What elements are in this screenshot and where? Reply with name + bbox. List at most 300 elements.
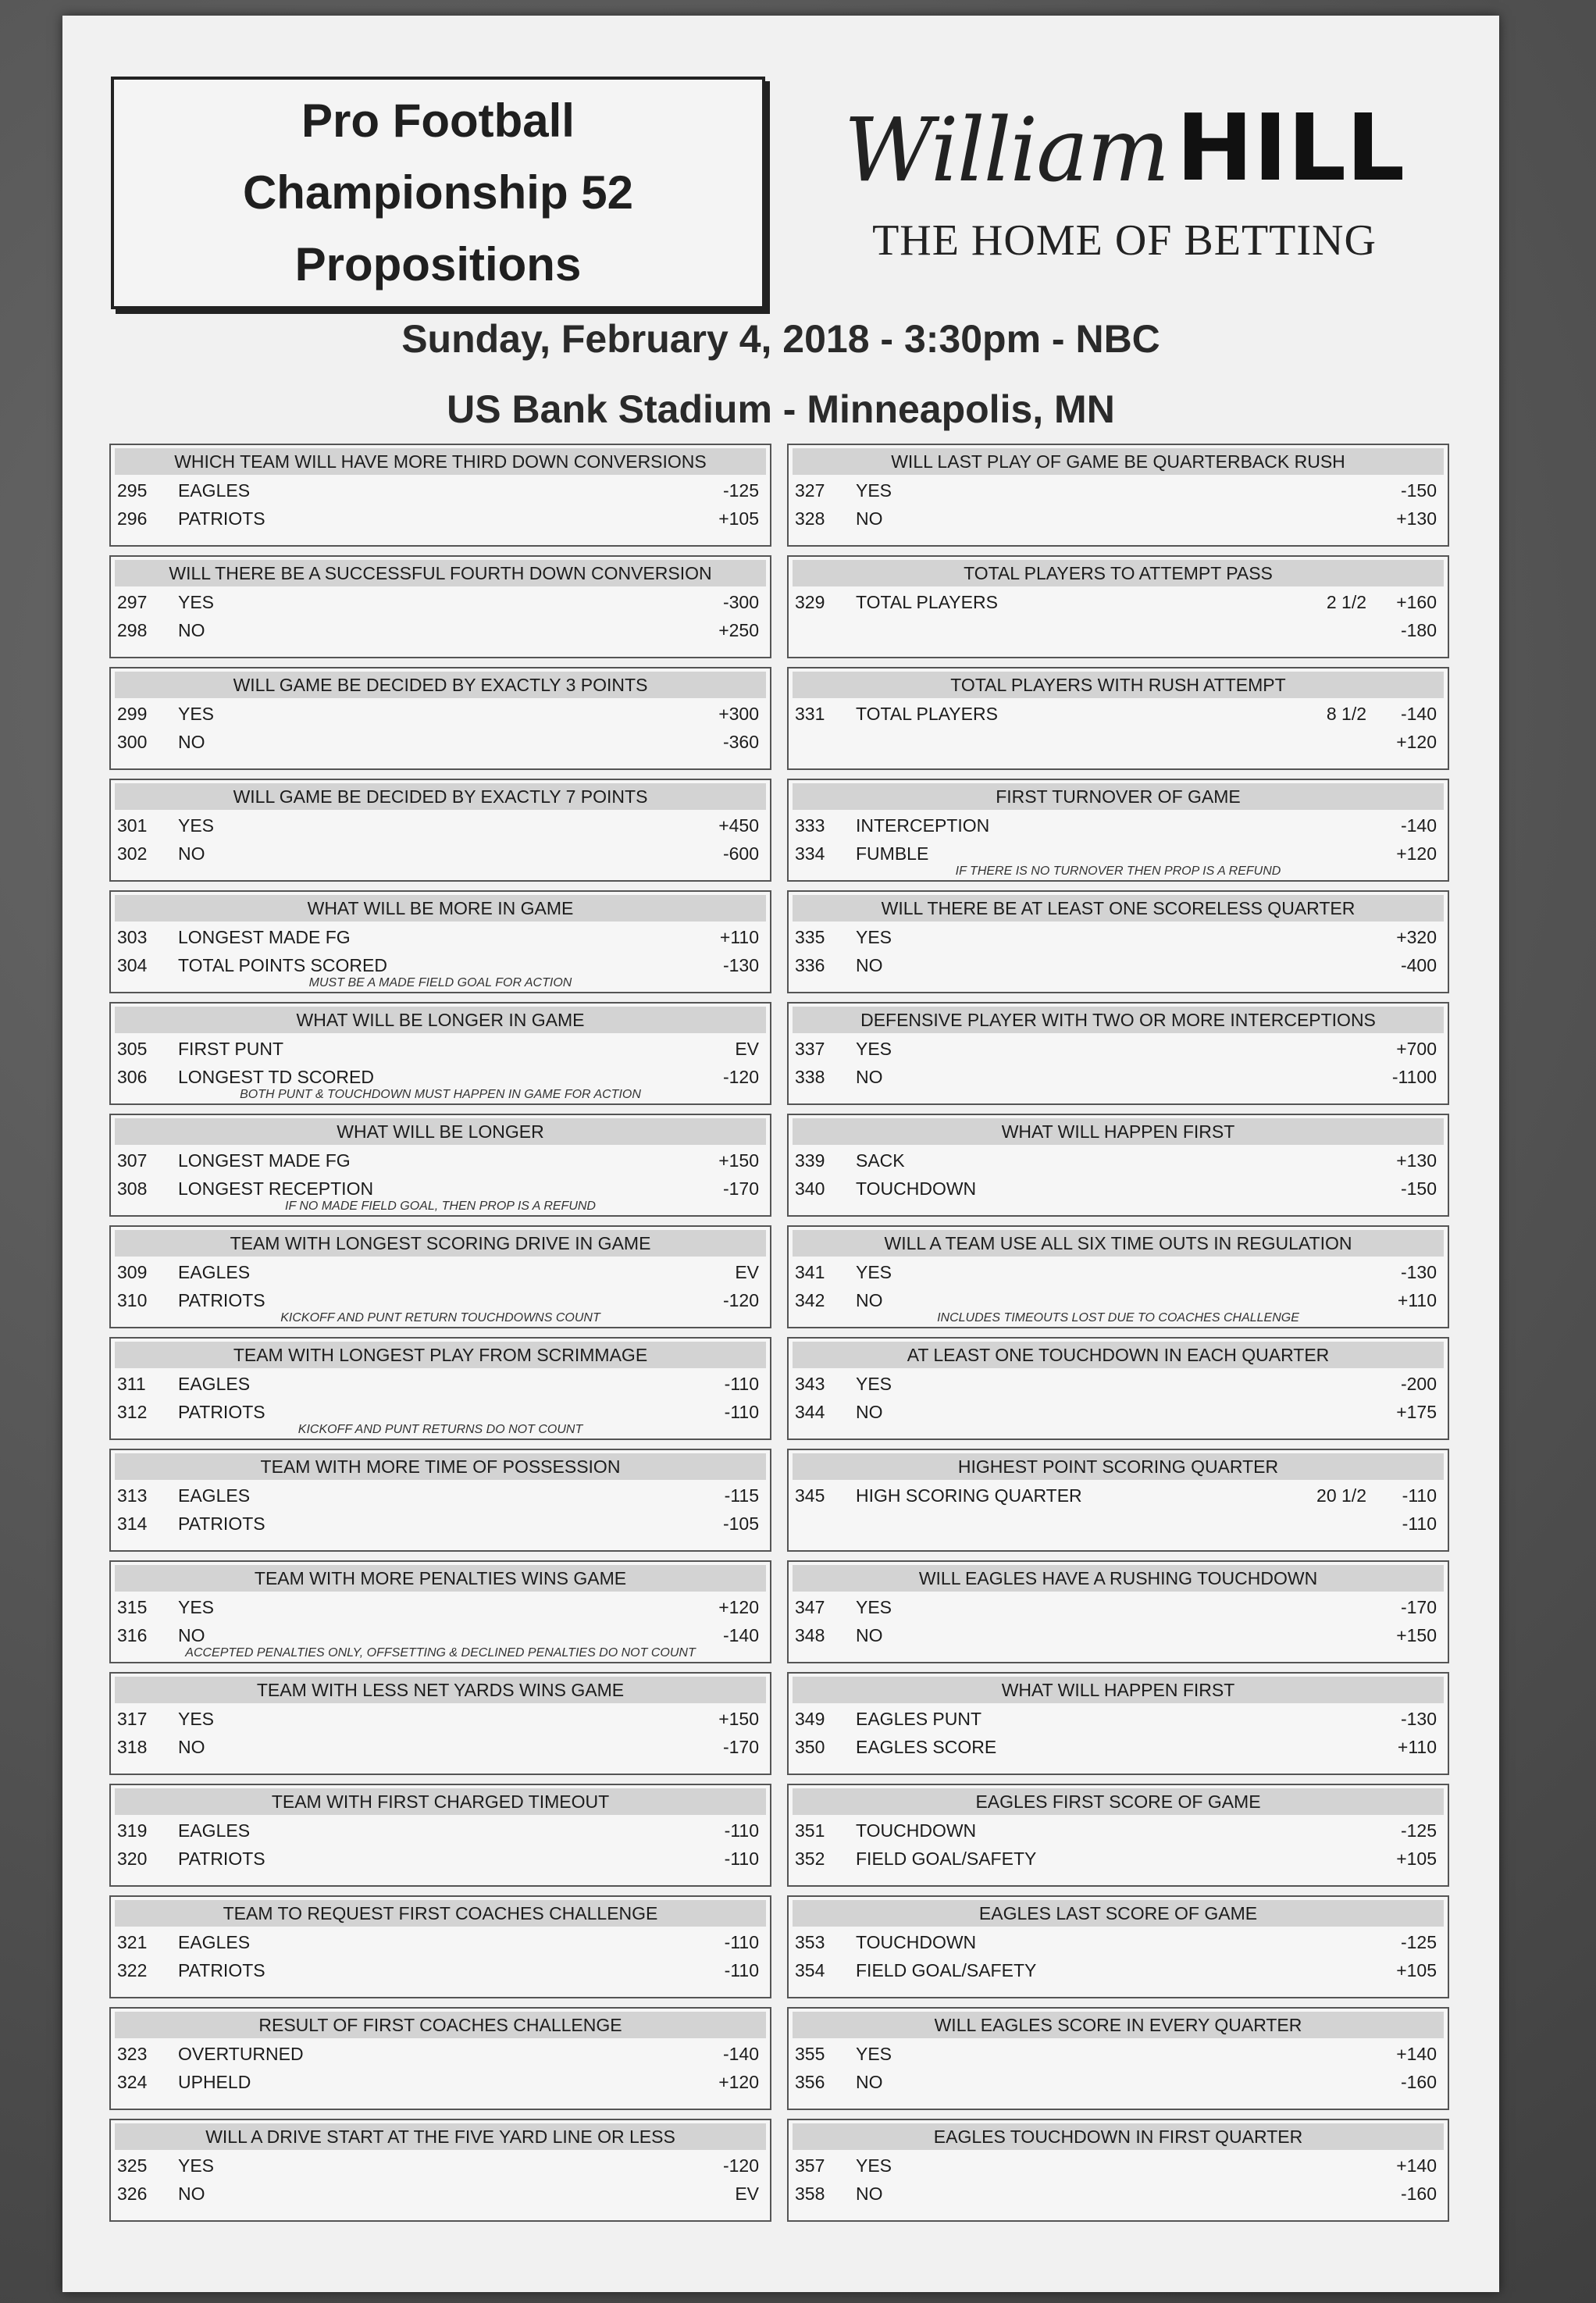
odds-value: -200 — [1400, 1374, 1437, 1394]
odds-value: +110 — [1397, 1290, 1437, 1310]
option-label: TOUCHDOWN — [856, 1178, 977, 1199]
odds-value: -120 — [722, 1290, 759, 1310]
option-label: EAGLES — [178, 1932, 251, 1952]
option-label: YES — [178, 2155, 215, 2176]
odds-value: -105 — [722, 1513, 759, 1534]
prop-title: TEAM WITH LESS NET YARDS WINS GAME — [115, 1677, 766, 1703]
rotation-number: 318 — [117, 1737, 148, 1757]
rotation-number: 352 — [795, 1848, 825, 1869]
prop-row — [117, 506, 759, 531]
prop-title: TEAM WITH LONGEST PLAY FROM SCRIMMAGE — [115, 1342, 766, 1368]
prop-row — [117, 2181, 759, 2206]
rotation-number: 345 — [795, 1485, 825, 1506]
prop-row — [795, 1623, 1437, 1648]
prop-title: WILL LAST PLAY OF GAME BE QUARTERBACK RUSH — [793, 448, 1444, 475]
rotation-number: 314 — [117, 1513, 148, 1534]
prop-row — [795, 1734, 1437, 1759]
odds-value: -110 — [724, 1848, 759, 1869]
prop-row — [117, 1399, 759, 1424]
prop-row — [117, 1930, 759, 1955]
prop-row — [117, 701, 759, 726]
odds-value: -130 — [1400, 1709, 1437, 1729]
prop-row — [117, 1148, 759, 1173]
prop-row — [795, 1371, 1437, 1396]
prop-row — [795, 1706, 1437, 1731]
rotation-number: 337 — [795, 1039, 825, 1059]
rotation-number: 297 — [117, 592, 148, 612]
prop-title: WHAT WILL BE LONGER — [115, 1118, 766, 1145]
option-label: INTERCEPTION — [856, 815, 990, 836]
rotation-number: 295 — [117, 480, 148, 501]
prop-title: TEAM WITH MORE TIME OF POSSESSION — [115, 1453, 766, 1480]
option-label: FIRST PUNT — [178, 1039, 284, 1059]
prop-row — [117, 1511, 759, 1536]
option-label: PATRIOTS — [178, 1960, 265, 1980]
prop-box — [787, 667, 1449, 770]
odds-value: -170 — [1400, 1597, 1437, 1617]
rotation-number: 296 — [117, 508, 148, 529]
option-label: NO — [178, 843, 205, 864]
prop-box — [787, 444, 1449, 547]
prop-row — [795, 1260, 1437, 1285]
rotation-number: 327 — [795, 480, 825, 501]
prop-row — [117, 1036, 759, 1061]
option-label: NO — [178, 2184, 205, 2204]
option-label: EAGLES SCORE — [856, 1737, 997, 1757]
prop-row — [117, 2069, 759, 2094]
prop-row — [795, 729, 1437, 754]
option-label: YES — [178, 704, 215, 724]
odds-value: -180 — [1400, 620, 1437, 640]
prop-title: WHICH TEAM WILL HAVE MORE THIRD DOWN CONVERSIONS — [115, 448, 766, 475]
odds-value: +150 — [718, 1709, 759, 1729]
prop-title: FIRST TURNOVER OF GAME — [793, 783, 1444, 810]
option-label: EAGLES — [178, 1820, 251, 1841]
rotation-number: 328 — [795, 508, 825, 529]
prop-box — [787, 1114, 1449, 1217]
prop-box — [787, 2119, 1449, 2222]
option-label: FIELD GOAL/SAFETY — [856, 1848, 1037, 1869]
total-line: 8 1/2 — [1326, 704, 1366, 724]
prop-row — [117, 2153, 759, 2178]
prop-note: KICKOFF AND PUNT RETURNS DO NOT COUNT — [297, 1423, 583, 1436]
prop-row — [117, 1483, 759, 1508]
venue-line: US Bank Stadium - Minneapolis, MN — [447, 387, 1115, 431]
rotation-number: 308 — [117, 1178, 148, 1199]
option-label: YES — [856, 927, 892, 947]
rotation-number: 310 — [117, 1290, 148, 1310]
prop-row — [795, 701, 1437, 726]
william-hill-logo — [843, 94, 1405, 305]
prop-row — [795, 1288, 1437, 1313]
rotation-number: 304 — [117, 955, 148, 975]
prop-row — [795, 590, 1437, 615]
rotation-number: 317 — [117, 1709, 148, 1729]
option-label: TOTAL PLAYERS — [856, 704, 998, 724]
prop-row — [795, 925, 1437, 950]
prop-box — [787, 1672, 1449, 1775]
rotation-number: 354 — [795, 1960, 825, 1980]
prop-title: TEAM WITH MORE PENALTIES WINS GAME — [115, 1565, 766, 1592]
prop-title: WHAT WILL BE MORE IN GAME — [115, 895, 766, 922]
odds-value: EV — [735, 2184, 759, 2204]
rotation-number: 301 — [117, 815, 148, 836]
prop-title: EAGLES TOUCHDOWN IN FIRST QUARTER — [793, 2123, 1444, 2150]
option-label: NO — [178, 1625, 205, 1645]
option-label: YES — [856, 480, 892, 501]
option-label: EAGLES — [178, 1485, 251, 1506]
rotation-number: 313 — [117, 1485, 148, 1506]
rotation-number: 316 — [117, 1625, 148, 1645]
prop-title: WILL A TEAM USE ALL SIX TIME OUTS IN REGULATION — [793, 1230, 1444, 1257]
prop-row — [795, 1036, 1437, 1061]
rotation-number: 323 — [117, 2044, 148, 2064]
prop-title: WILL THERE BE AT LEAST ONE SCORELESS QUARTER — [793, 895, 1444, 922]
prop-title: WILL THERE BE A SUCCESSFUL FOURTH DOWN CONVERSION — [115, 560, 766, 586]
prop-box — [109, 1002, 771, 1105]
title-line: Pro Football — [301, 94, 575, 147]
rotation-number: 325 — [117, 2155, 148, 2176]
prop-row — [117, 1595, 759, 1620]
odds-value: +140 — [1396, 2044, 1437, 2064]
odds-value: +150 — [718, 1150, 759, 1171]
odds-value: -130 — [1400, 1262, 1437, 1282]
prop-row — [795, 1958, 1437, 1983]
rotation-number: 341 — [795, 1262, 825, 1282]
prop-box — [109, 2119, 771, 2222]
option-label: PATRIOTS — [178, 1402, 265, 1422]
title-line: Propositions — [294, 238, 582, 291]
prop-box — [787, 890, 1449, 993]
prop-box — [787, 1337, 1449, 1440]
prop-box — [787, 2007, 1449, 2110]
prop-box — [787, 1449, 1449, 1552]
odds-value: -125 — [1400, 1932, 1437, 1952]
rotation-number: 306 — [117, 1067, 148, 1087]
option-label: SACK — [856, 1150, 905, 1171]
prop-row — [795, 1148, 1437, 1173]
option-label: OVERTURNED — [178, 2044, 304, 2064]
prop-box — [109, 1895, 771, 1998]
prop-sheet — [62, 16, 1499, 2292]
rotation-number: 358 — [795, 2184, 825, 2204]
odds-value: +110 — [719, 927, 759, 947]
prop-note: MUST BE A MADE FIELD GOAL FOR ACTION — [308, 976, 572, 989]
option-label: EAGLES PUNT — [856, 1709, 982, 1729]
option-label: UPHELD — [178, 2072, 251, 2092]
prop-row — [117, 1958, 759, 1983]
prop-row — [795, 813, 1437, 838]
prop-row — [795, 1511, 1437, 1536]
option-label: NO — [856, 1290, 883, 1310]
prop-title: TEAM WITH LONGEST SCORING DRIVE IN GAME — [115, 1230, 766, 1257]
prop-row — [117, 1176, 759, 1201]
option-label: EAGLES — [178, 480, 251, 501]
prop-title: TEAM TO REQUEST FIRST COACHES CHALLENGE — [115, 1900, 766, 1927]
rotation-number: 309 — [117, 1262, 148, 1282]
odds-value: EV — [735, 1262, 759, 1282]
rotation-number: 300 — [117, 732, 148, 752]
rotation-number: 333 — [795, 815, 825, 836]
total-line: 20 1/2 — [1316, 1485, 1366, 1506]
prop-row — [795, 953, 1437, 978]
prop-box — [109, 890, 771, 993]
odds-value: -400 — [1400, 955, 1437, 975]
prop-row — [117, 590, 759, 615]
prop-box — [109, 1114, 771, 1217]
prop-title: WHAT WILL BE LONGER IN GAME — [115, 1007, 766, 1033]
rotation-number: 324 — [117, 2072, 148, 2092]
odds-value: +110 — [1397, 1737, 1437, 1757]
option-label: NO — [856, 1625, 883, 1645]
rotation-number: 302 — [117, 843, 148, 864]
option-label: EAGLES — [178, 1262, 251, 1282]
prop-title: WILL GAME BE DECIDED BY EXACTLY 7 POINTS — [115, 783, 766, 810]
odds-value: -120 — [722, 1067, 759, 1087]
prop-note: BOTH PUNT & TOUCHDOWN MUST HAPPEN IN GAME FOR ACTION — [240, 1088, 641, 1101]
prop-title: TOTAL PLAYERS WITH RUSH ATTEMPT — [793, 672, 1444, 698]
rotation-number: 329 — [795, 592, 825, 612]
rotation-number: 312 — [117, 1402, 148, 1422]
option-label: NO — [856, 1067, 883, 1087]
option-label: PATRIOTS — [178, 1513, 265, 1534]
odds-value: -140 — [1400, 815, 1437, 836]
option-label: YES — [856, 1262, 892, 1282]
prop-row — [795, 1399, 1437, 1424]
rotation-number: 298 — [117, 620, 148, 640]
odds-value: -110 — [1402, 1485, 1437, 1506]
prop-title: EAGLES FIRST SCORE OF GAME — [793, 1788, 1444, 1815]
date-line: Sunday, February 4, 2018 - 3:30pm - NBC — [401, 317, 1160, 361]
odds-value: -600 — [722, 843, 759, 864]
sheet-header — [62, 16, 1499, 453]
prop-row — [117, 618, 759, 643]
rotation-number: 299 — [117, 704, 148, 724]
prop-row — [795, 1064, 1437, 1089]
prop-row — [795, 1930, 1437, 1955]
option-label: EAGLES — [178, 1374, 251, 1394]
prop-box — [109, 1784, 771, 1887]
rotation-number: 315 — [117, 1597, 148, 1617]
rotation-number: 307 — [117, 1150, 148, 1171]
rotation-number: 357 — [795, 2155, 825, 2176]
odds-value: +130 — [1396, 1150, 1437, 1171]
rotation-number: 355 — [795, 2044, 825, 2064]
prop-box — [109, 2007, 771, 2110]
odds-value: -110 — [724, 1932, 759, 1952]
prop-row — [795, 506, 1437, 531]
rotation-number: 321 — [117, 1932, 148, 1952]
odds-value: -110 — [724, 1402, 759, 1422]
option-label: NO — [856, 2184, 883, 2204]
option-label: YES — [178, 592, 215, 612]
odds-value: -110 — [1402, 1513, 1437, 1534]
rotation-number: 344 — [795, 1402, 825, 1422]
prop-note: ACCEPTED PENALTIES ONLY, OFFSETTING & DECLINED PENALTIES DO NOT COUNT — [185, 1646, 696, 1660]
prop-row — [117, 1818, 759, 1843]
rotation-number: 322 — [117, 1960, 148, 1980]
odds-value: +450 — [718, 815, 759, 836]
prop-row — [117, 2041, 759, 2066]
prop-row — [117, 953, 759, 978]
prop-row — [795, 1483, 1437, 1508]
prop-row — [117, 1734, 759, 1759]
odds-value: EV — [735, 1039, 759, 1059]
odds-value: +120 — [1396, 843, 1437, 864]
prop-row — [117, 729, 759, 754]
prop-row — [117, 1064, 759, 1089]
option-label: YES — [178, 815, 215, 836]
odds-value: -170 — [722, 1178, 759, 1199]
odds-value: +120 — [718, 1597, 759, 1617]
prop-box — [109, 1560, 771, 1663]
option-label: NO — [856, 955, 883, 975]
odds-value: +700 — [1396, 1039, 1437, 1059]
rotation-number: 336 — [795, 955, 825, 975]
option-label: YES — [856, 2044, 892, 2064]
odds-value: +120 — [718, 2072, 759, 2092]
odds-value: -140 — [722, 1625, 759, 1645]
rotation-number: 311 — [117, 1374, 146, 1394]
title-line: Championship 52 — [242, 166, 634, 219]
prop-box — [109, 1337, 771, 1440]
prop-title: WILL EAGLES SCORE IN EVERY QUARTER — [793, 2012, 1444, 2038]
option-label: NO — [178, 620, 205, 640]
prop-row — [795, 2069, 1437, 2094]
rotation-number: 351 — [795, 1820, 825, 1841]
odds-value: -150 — [1400, 480, 1437, 501]
prop-box — [787, 1002, 1449, 1105]
odds-value: +105 — [1396, 1848, 1437, 1869]
option-label: LONGEST TD SCORED — [178, 1067, 374, 1087]
rotation-number: 342 — [795, 1290, 825, 1310]
odds-value: -160 — [1400, 2184, 1437, 2204]
prop-title: HIGHEST POINT SCORING QUARTER — [793, 1453, 1444, 1480]
odds-value: +150 — [1396, 1625, 1437, 1645]
rotation-number: 343 — [795, 1374, 825, 1394]
prop-row — [795, 478, 1437, 503]
option-label: LONGEST RECEPTION — [178, 1178, 374, 1199]
odds-value: +105 — [1396, 1960, 1437, 1980]
prop-row — [117, 1371, 759, 1396]
prop-box — [787, 1784, 1449, 1887]
prop-box — [787, 555, 1449, 658]
rotation-number: 353 — [795, 1932, 825, 1952]
odds-value: +140 — [1396, 2155, 1437, 2176]
option-label: YES — [856, 1374, 892, 1394]
prop-row — [117, 813, 759, 838]
prop-title: WHAT WILL HAPPEN FIRST — [793, 1677, 1444, 1703]
option-label: PATRIOTS — [178, 508, 265, 529]
left-column — [109, 444, 771, 2230]
odds-value: +300 — [718, 704, 759, 724]
odds-value: +130 — [1396, 508, 1437, 529]
option-label: NO — [856, 508, 883, 529]
prop-row — [117, 1706, 759, 1731]
rotation-number: 331 — [795, 704, 825, 724]
option-label: YES — [856, 1597, 892, 1617]
prop-title: AT LEAST ONE TOUCHDOWN IN EACH QUARTER — [793, 1342, 1444, 1368]
prop-title: WILL A DRIVE START AT THE FIVE YARD LINE OR LESS — [115, 2123, 766, 2150]
prop-row — [795, 2153, 1437, 2178]
option-label: NO — [856, 1402, 883, 1422]
odds-value: -115 — [724, 1485, 759, 1506]
option-label: YES — [856, 2155, 892, 2176]
odds-value: -125 — [722, 480, 759, 501]
odds-value: -150 — [1400, 1178, 1437, 1199]
option-label: YES — [178, 1709, 215, 1729]
option-label: LONGEST MADE FG — [178, 1150, 351, 1171]
prop-title: TEAM WITH FIRST CHARGED TIMEOUT — [115, 1788, 766, 1815]
odds-value: -120 — [722, 2155, 759, 2176]
option-label: YES — [856, 1039, 892, 1059]
odds-value: +250 — [718, 620, 759, 640]
odds-value: +105 — [718, 508, 759, 529]
odds-value: -160 — [1400, 2072, 1437, 2092]
logo-tagline: THE HOME OF BETTING — [872, 216, 1377, 265]
rotation-number: 303 — [117, 927, 148, 947]
odds-value: -140 — [1400, 704, 1437, 724]
prop-row — [795, 2181, 1437, 2206]
prop-note: IF THERE IS NO TURNOVER THEN PROP IS A REFUND — [955, 865, 1281, 878]
prop-note: KICKOFF AND PUNT RETURN TOUCHDOWNS COUNT — [280, 1311, 600, 1324]
option-label: NO — [856, 2072, 883, 2092]
rotation-number: 320 — [117, 1848, 148, 1869]
option-label: PATRIOTS — [178, 1848, 265, 1869]
odds-value: +175 — [1396, 1402, 1437, 1422]
option-label: LONGEST MADE FG — [178, 927, 351, 947]
prop-row — [795, 618, 1437, 643]
odds-value: -1100 — [1391, 1067, 1437, 1087]
prop-box — [109, 667, 771, 770]
prop-row — [795, 1846, 1437, 1871]
rotation-number: 339 — [795, 1150, 825, 1171]
option-label: NO — [178, 1737, 205, 1757]
odds-value: -140 — [722, 2044, 759, 2064]
title-box — [111, 77, 765, 309]
rotation-number: 305 — [117, 1039, 148, 1059]
prop-box — [787, 1895, 1449, 1998]
prop-box — [787, 1560, 1449, 1663]
prop-title: DEFENSIVE PLAYER WITH TWO OR MORE INTERCEPTIONS — [793, 1007, 1444, 1033]
odds-value: +160 — [1396, 592, 1437, 612]
option-label: NO — [178, 732, 205, 752]
right-column — [787, 444, 1449, 2230]
prop-box — [109, 1449, 771, 1552]
prop-row — [117, 925, 759, 950]
prop-row — [117, 1623, 759, 1648]
option-label: TOUCHDOWN — [856, 1932, 977, 1952]
prop-row — [795, 1595, 1437, 1620]
odds-value: -110 — [724, 1960, 759, 1980]
prop-row — [117, 841, 759, 866]
prop-row — [795, 1818, 1437, 1843]
prop-box — [109, 555, 771, 658]
prop-row — [795, 2041, 1437, 2066]
prop-title: WHAT WILL HAPPEN FIRST — [793, 1118, 1444, 1145]
rotation-number: 334 — [795, 843, 825, 864]
prop-row — [117, 478, 759, 503]
prop-box — [109, 444, 771, 547]
prop-row — [117, 1846, 759, 1871]
prop-note: INCLUDES TIMEOUTS LOST DUE TO COACHES CHALLENGE — [937, 1311, 1299, 1324]
rotation-number: 348 — [795, 1625, 825, 1645]
rotation-number: 356 — [795, 2072, 825, 2092]
prop-title: WILL EAGLES HAVE A RUSHING TOUCHDOWN — [793, 1565, 1444, 1592]
rotation-number: 350 — [795, 1737, 825, 1757]
odds-value: -110 — [724, 1820, 759, 1841]
prop-box — [787, 1225, 1449, 1328]
